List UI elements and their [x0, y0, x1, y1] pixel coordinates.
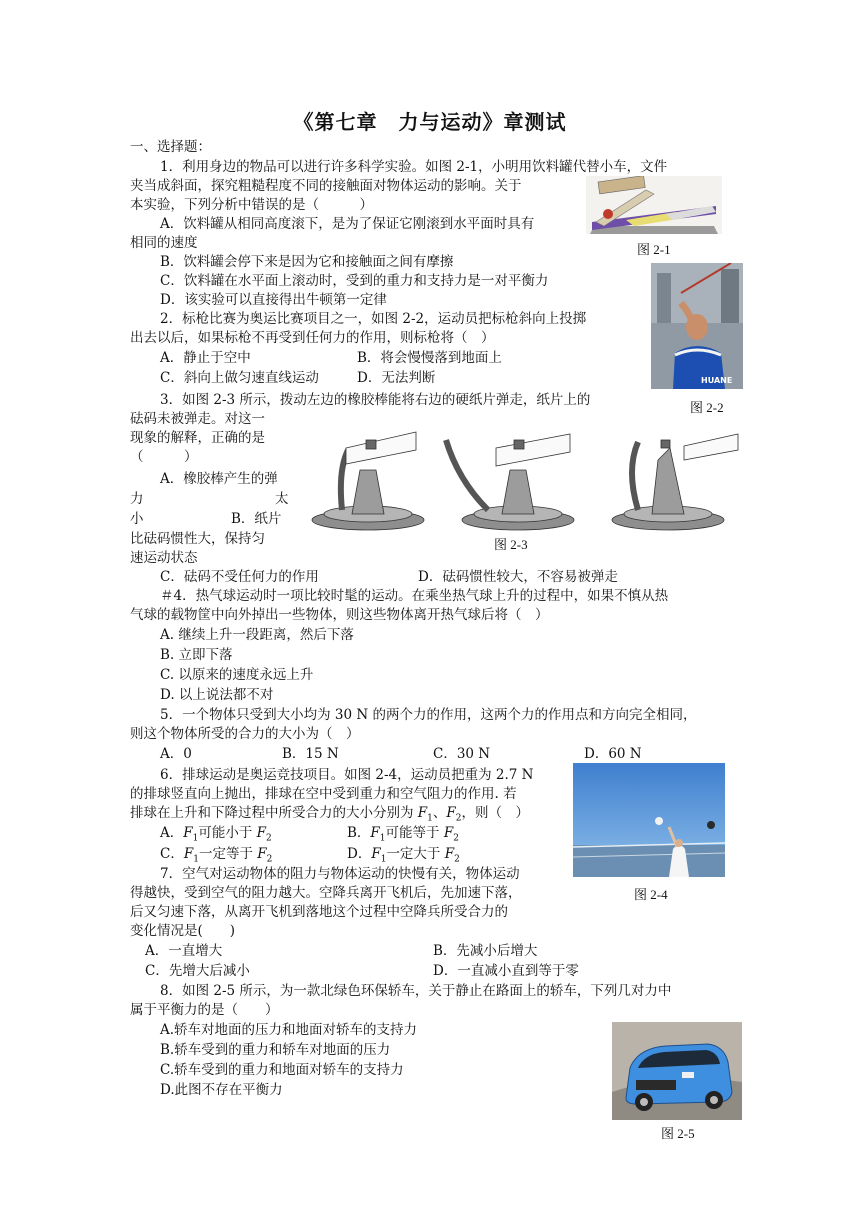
figure-2-5-image	[612, 1022, 742, 1120]
section-heading: 一、选择题：	[130, 139, 211, 155]
q1-line-2: 夹当成斜面，探究粗糙程度不同的接触面对物体运动的影响。关于	[130, 178, 522, 194]
q2-line-1: 2．标枪比赛为奥运比赛项目之一，如图 2-2，运动员把标枪斜向上投掷	[160, 311, 587, 327]
q5-line-2: 则这个物体所受的合力的大小为（ ）	[130, 726, 360, 742]
q6-option-b: B．$F_1$可能等于 $F_2$	[347, 825, 459, 844]
q6-line-1: 6．排球运动是奥运竞技项目。如图 2-4，运动员把重为 2.7 N	[160, 767, 534, 783]
q2-option-b: B．将会慢慢落到地面上	[357, 350, 502, 366]
q8-line-1: 8．如图 2-5 所示，为一款北绿色环保轿车，关于静止在路面上的轿车，下列几对力中	[160, 983, 672, 999]
figure-2-4-image	[573, 763, 725, 877]
q5-option-d: D．60 N	[584, 746, 642, 762]
q8-option-d: D.此图不存在平衡力	[160, 1082, 283, 1098]
q3-option-a: A．橡胶棒产生的弹	[160, 471, 278, 487]
q1-option-b: B．饮料罐会停下来是因为它和接触面之间有摩擦	[160, 254, 454, 270]
q1-option-a-cont: 相同的速度	[130, 235, 198, 251]
q8-option-a: A.轿车对地面的压力和地面对轿车的支持力	[160, 1022, 418, 1038]
q3-option-a-word-2: 太	[275, 491, 289, 507]
q7-line-4: 变化情况是( )	[130, 923, 236, 939]
q8-line-2: 属于平衡力的是（ ）	[130, 1002, 279, 1018]
q3-option-a-word-3: 小	[130, 511, 144, 527]
q8-option-c: C.轿车受到的重力和地面对轿车的支持力	[160, 1062, 404, 1078]
q7-option-b: B．先减小后增大	[433, 943, 538, 959]
q1-option-a: A．饮料罐从相同高度滚下，是为了保证它刚滚到水平面时具有	[160, 216, 535, 232]
q3-line-3: 现象的解释，正确的是	[130, 430, 265, 446]
figure-2-1-caption: 图 2-1	[637, 242, 671, 257]
q4-line-2: 气球的载物筐中向外掉出一些物体，则这些物体离开热气球后将（ ）	[130, 607, 549, 623]
figure-2-2-image	[651, 263, 743, 389]
q7-option-a: A．一直增大	[145, 943, 223, 959]
q7-line-1: 7．空气对运动物体的阻力与物体运动的快慢有关，物体运动	[160, 866, 520, 882]
q3-option-c: C．砝码不受任何力的作用	[160, 569, 319, 585]
q7-option-c: C．先增大后减小	[145, 963, 250, 979]
q8-option-b: B.轿车受到的重力和轿车对地面的压力	[160, 1042, 391, 1058]
q1-option-c: C．饮料罐在水平面上滚动时，受到的重力和支持力是一对平衡力	[160, 273, 549, 289]
q3-line-2: 砝码未被弹走。对这一	[130, 411, 265, 427]
figure-2-3-image	[308, 430, 740, 532]
q6-option-c: C．$F_1$一定等于 $F_2$	[160, 846, 273, 865]
q4-option-a: A. 继续上升一段距离，然后下落	[160, 627, 354, 643]
q4-option-c: C. 以原来的速度永远上升	[160, 667, 314, 683]
q3-option-a-word-1: 力	[130, 491, 144, 507]
q1-line-3: 本实验，下列分析中错误的是（ ）	[130, 197, 373, 213]
page-title: 《第七章 力与运动》章测试	[293, 110, 567, 134]
q7-line-3: 后又匀速下落，从离开飞机到落地这个过程中空降兵所受合力的	[130, 904, 508, 920]
q5-line-1: 5．一个物体只受到大小均为 30 N 的两个力的作用，这两个力的作用点和方向完全相同，	[160, 707, 697, 723]
figure-2-1-image	[586, 176, 722, 234]
q5-option-a: A．0	[160, 746, 192, 762]
q6-line-2: 的排球竖直向上抛出，排球在空中受到重力和空气阻力的作用. 若	[130, 786, 517, 802]
q6-option-d: D．$F_1$一定大于 $F_2$	[347, 846, 460, 865]
q3-line-1: 3．如图 2-3 所示，拨动左边的橡胶棒能将右边的硬纸片弹走，纸片上的	[160, 392, 591, 408]
q2-line-2: 出去以后，如果标枪不再受到任何力的作用，则标枪将（ ）	[130, 330, 495, 346]
q7-option-d: D．一直减小直到等于零	[433, 963, 579, 979]
q1-option-d: D．该实验可以直接得出牛顿第一定律	[160, 292, 387, 308]
q5-option-c: C．30 N	[433, 746, 491, 762]
q3-option-b-cont: 比砝码惯性大，保持匀	[130, 531, 265, 547]
q3-line-4: （ ）	[130, 449, 198, 465]
figure-2-3-caption: 图 2-3	[494, 537, 528, 552]
q1-line-1: 1．利用身边的物品可以进行许多科学实验。如图 2-1，小明用饮料罐代替小车，文件	[160, 159, 668, 175]
q7-line-2: 得越快，受到空气的阻力越大。空降兵离开飞机后，先加速下落，	[130, 885, 522, 901]
q4-option-d: D. 以上说法都不对	[160, 687, 274, 703]
q2-option-a: A．静止于空中	[160, 350, 251, 366]
q6-option-a: A．$F_1$可能小于 $F_2$	[160, 825, 272, 844]
figure-2-2-caption: 图 2-2	[690, 400, 724, 415]
q2-option-d: D．无法判断	[357, 370, 436, 386]
q4-option-b: B. 立即下落	[160, 647, 233, 663]
q5-option-b: B．15 N	[282, 746, 339, 762]
q4-line-1: ＃4．热气球运动时一项比较时髦的运动。在乘坐热气球上升的过程中，如果不慎从热	[160, 588, 669, 604]
q3-option-b-cont-2: 速运动状态	[130, 550, 198, 566]
q2-option-c: C．斜向上做匀速直线运动	[160, 370, 319, 386]
q3-option-b: B．纸片	[231, 511, 282, 527]
jersey-text: HUANE	[701, 376, 733, 385]
figure-2-5-caption: 图 2-5	[661, 1126, 695, 1141]
q3-option-d: D．砝码惯性较大，不容易被弹走	[418, 569, 618, 585]
figure-2-4-caption: 图 2-4	[634, 887, 668, 902]
q6-line-3: 排球在上升和下降过程中所受合力的大小分别为 $F_1$、$F_2$，则（ ）	[130, 805, 530, 824]
